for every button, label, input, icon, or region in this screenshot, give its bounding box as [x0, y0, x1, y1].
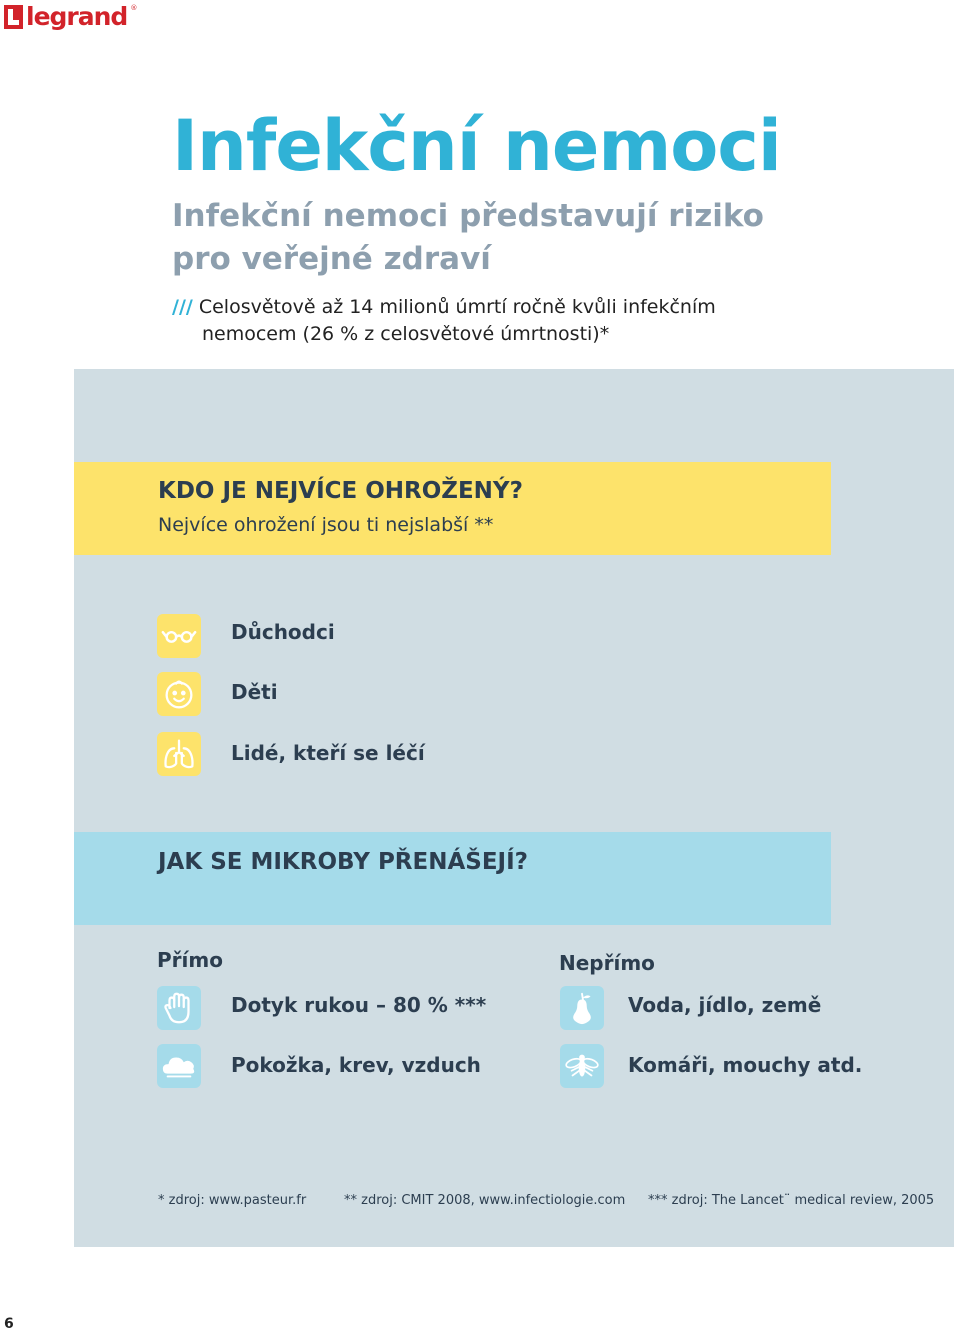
indirect-heading: Nepřímo [559, 951, 655, 975]
indirect-item-water: Voda, jídlo, země [628, 993, 822, 1017]
indirect-item-insects: Komáři, mouchy atd. [628, 1053, 863, 1077]
direct-item-hands: Dotyk rukou – 80 % *** [231, 993, 487, 1017]
who-item-patients: Lidé, kteří se léčí [231, 741, 425, 765]
lungs-icon [157, 732, 201, 776]
how-question: JAK SE MIKROBY PŘENÁŠEJÍ? [158, 849, 528, 875]
pear-icon [560, 986, 604, 1030]
footnote-1: * zdroj: www.pasteur.fr [158, 1193, 307, 1208]
page-number: 6 [4, 1316, 14, 1332]
cloud-icon [157, 1044, 201, 1088]
footnote-2: ** zdroj: CMIT 2008, www.infectiologie.com [344, 1193, 626, 1208]
who-item-seniors: Důchodci [231, 620, 335, 644]
statistic-block [172, 294, 792, 348]
statistic-line-1: Celosvětově až 14 milionů úmrtí ročně kvůli infekčním [198, 296, 716, 318]
how-band [74, 832, 831, 925]
who-item-children: Děti [231, 680, 278, 704]
page-subtitle: Infekční nemoci představují riziko pro veřejné zdraví [172, 198, 764, 277]
glasses-icon [157, 614, 201, 658]
legrand-mark-icon [4, 5, 23, 29]
who-question: KDO JE NEJVÍCE OHROŽENÝ? [158, 478, 523, 504]
fly-icon [560, 1044, 604, 1088]
direct-heading: Přímo [157, 948, 223, 972]
footnote-3: *** zdroj: The Lancet¨ medical review, 2005 [648, 1193, 935, 1208]
page-title: Infekční nemoci [172, 105, 781, 187]
logo-text: legrand [26, 2, 128, 31]
legrand-logo [4, 2, 137, 31]
slash-marker: /// [172, 296, 193, 318]
who-band [74, 462, 831, 555]
who-answer: Nejvíce ohrožení jsou ti nejslabší ** [158, 514, 494, 536]
hand-icon [157, 986, 201, 1030]
direct-item-skin: Pokožka, krev, vzduch [231, 1053, 481, 1077]
logo-registered-mark: ® [130, 3, 138, 12]
statistic-line-2: nemocem (26 % z celosvětové úmrtnosti)* [202, 323, 610, 345]
child-face-icon [157, 672, 201, 716]
